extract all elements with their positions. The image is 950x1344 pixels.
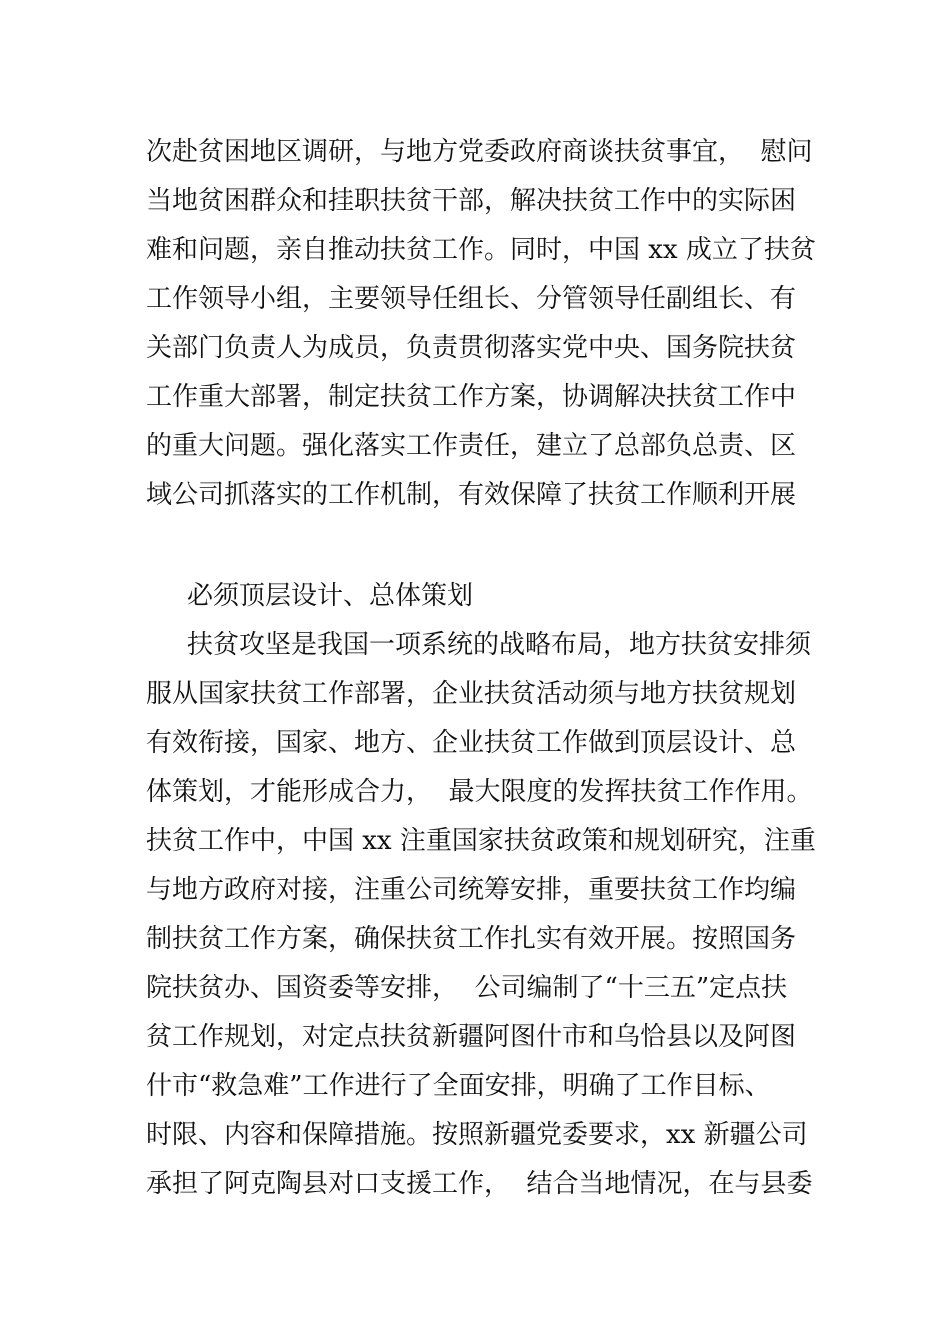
paragraph-line: 贫工作规划，对定点扶贫新疆阿图什市和乌恰县以及阿图 bbox=[146, 1022, 797, 1052]
paragraph-line: 什市“救急难”工作进行了全面安排，明确了工作目标、 bbox=[146, 1071, 771, 1101]
paragraph-line: 院扶贫办、国资委等安排， 公司编制了“十三五”定点扶 bbox=[146, 973, 788, 1003]
paragraph-line: 扶贫攻坚是我国一项系统的战略布局，地方扶贫安排须 bbox=[187, 630, 812, 660]
paragraph-line: 时限、内容和保障措施。按照新疆党委要求，xx 新疆公司 bbox=[146, 1120, 808, 1150]
paragraph-line: 扶贫工作中，中国 xx 注重国家扶贫政策和规划研究，注重 bbox=[146, 826, 816, 856]
paragraph-line: 难和问题，亲自推动扶贫工作。同时，中国 xx 成立了扶贫 bbox=[146, 235, 816, 265]
paragraph-line: 工作重大部署，制定扶贫工作方案，协调解决扶贫工作中 bbox=[146, 382, 797, 412]
paragraph-line: 服从国家扶贫工作部署，企业扶贫活动须与地方扶贫规划 bbox=[146, 679, 797, 709]
paragraph-line: 工作领导小组，主要领导任组长、分管领导任副组长、有 bbox=[146, 284, 797, 314]
paragraph-line: 次赴贫困地区调研，与地方党委政府商谈扶贫事宜， 慰问 bbox=[146, 137, 813, 167]
paragraph-line: 承担了阿克陶县对口支援工作， 结合当地情况，在与县委 bbox=[146, 1169, 813, 1199]
paragraph-line: 与地方政府对接，注重公司统筹安排，重要扶贫工作均编 bbox=[146, 875, 797, 905]
paragraph-line: 体策划，才能形成合力， 最大限度的发挥扶贫工作作用。 bbox=[146, 777, 813, 807]
paragraph-line: 域公司抓落实的工作机制，有效保障了扶贫工作顺利开展 bbox=[146, 480, 797, 510]
paragraph-line: 有效衔接，国家、地方、企业扶贫工作做到顶层设计、总 bbox=[146, 728, 797, 758]
section-heading: 必须顶层设计、总体策划 bbox=[187, 581, 474, 611]
paragraph-line: 制扶贫工作方案，确保扶贫工作扎实有效开展。按照国务 bbox=[146, 924, 797, 954]
paragraph-line: 当地贫困群众和挂职扶贫干部，解决扶贫工作中的实际困 bbox=[146, 186, 797, 216]
paragraph-line: 的重大问题。强化落实工作责任，建立了总部负总责、区 bbox=[146, 431, 797, 461]
paragraph-line: 关部门负责人为成员，负责贯彻落实党中央、国务院扶贫 bbox=[146, 333, 797, 363]
